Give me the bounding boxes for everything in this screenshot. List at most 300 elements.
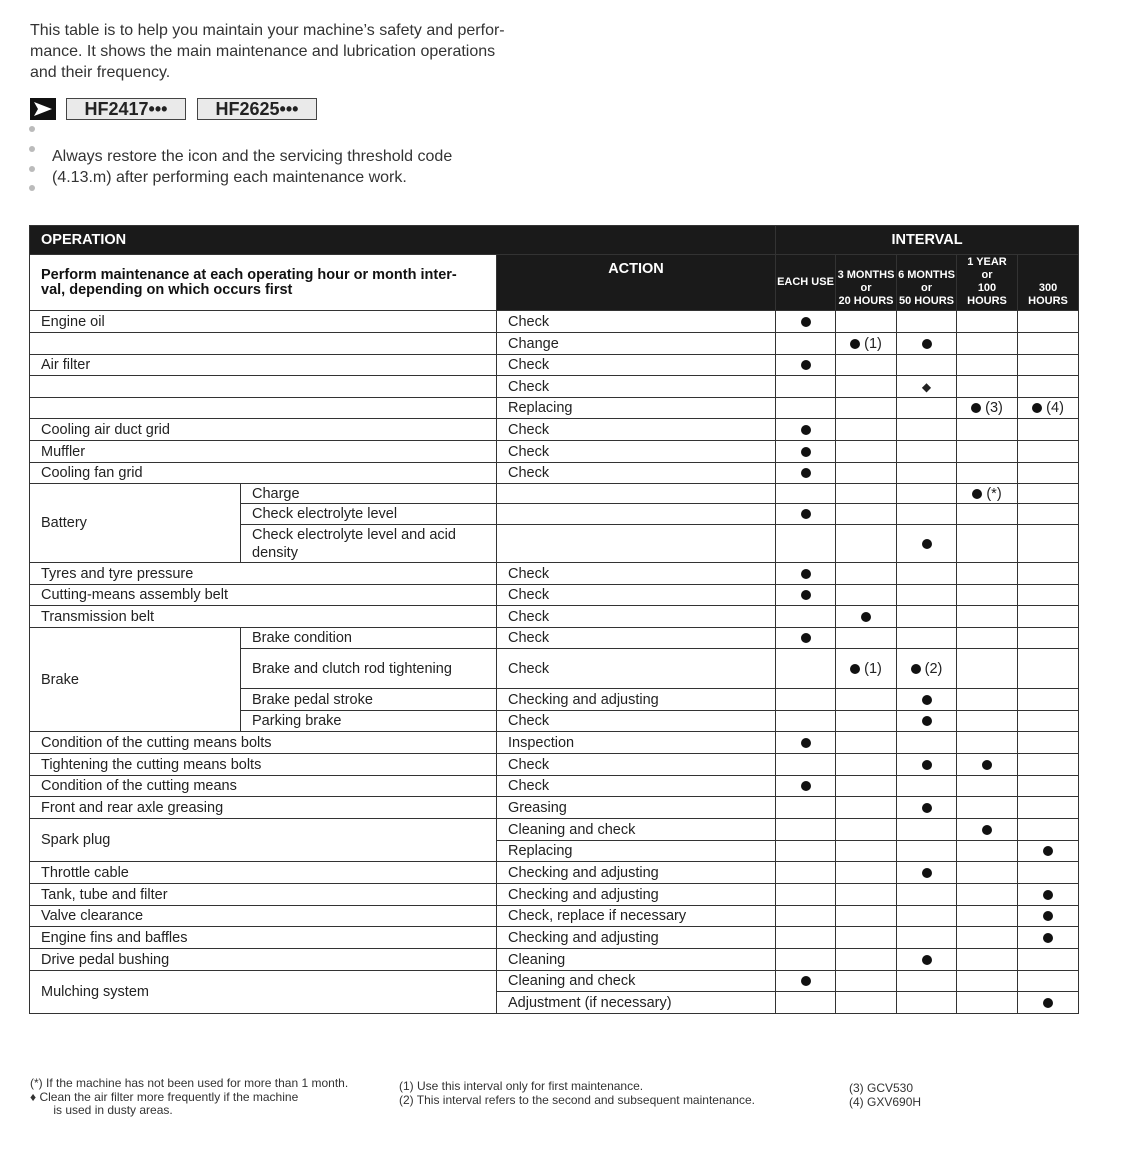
col-line: or (981, 269, 993, 281)
operation-label: Throttle cable (30, 862, 497, 884)
maintenance-rows (30, 311, 1079, 1014)
interval-cell (1018, 649, 1079, 689)
col-line: 100 (977, 282, 997, 294)
interval-cell (776, 884, 836, 906)
interval-cell (1018, 884, 1079, 906)
table-row (30, 971, 1079, 992)
footnote: (3) GCV530 (849, 1081, 914, 1095)
interval-cell (1018, 333, 1079, 355)
interval-cell (776, 776, 836, 797)
dot-icon (972, 489, 982, 499)
sub-line: density (252, 544, 298, 561)
interval-cell (897, 689, 957, 711)
interval-cell (776, 819, 836, 841)
operation-label: Condition of the cutting means (30, 776, 497, 797)
footnotes-left (30, 1077, 348, 1118)
interval-cell (776, 311, 836, 333)
dot-icon (922, 760, 932, 770)
interval-cell (776, 862, 836, 884)
dot-icon (922, 539, 932, 549)
arrow-icon (30, 98, 56, 120)
dot-icon (801, 317, 811, 327)
dot-icon (1043, 846, 1053, 856)
table-row (30, 441, 1079, 463)
operation-label: Muffler (30, 441, 497, 463)
sub-operation: Brake pedal stroke (241, 689, 497, 711)
interval-cell (897, 819, 957, 841)
interval-col-header (836, 255, 897, 311)
interval-cell (897, 398, 957, 419)
footnotes-right (849, 1082, 921, 1109)
table-row (30, 585, 1079, 606)
note-line: Always restore the icon and the servicing threshold code (52, 148, 453, 165)
col-line: 1 YEAR (967, 256, 1007, 268)
interval-col-header (897, 255, 957, 311)
interval-cell (836, 754, 897, 776)
interval-cell (776, 585, 836, 606)
interval-cell (776, 711, 836, 732)
dot-icon (801, 447, 811, 457)
dot-icon (922, 716, 932, 726)
operation-label: Cooling air duct grid (30, 419, 497, 441)
interval-cell (1018, 711, 1079, 732)
footnote: is used in dusty areas. (30, 1103, 173, 1117)
interval-cell (776, 992, 836, 1014)
table-row (30, 819, 1079, 841)
col-line: or (860, 282, 872, 294)
action-cell: Cleaning and check (497, 819, 776, 841)
interval-cell (836, 711, 897, 732)
interval-cell (957, 906, 1018, 927)
col-line: HOURS (1028, 295, 1068, 307)
interval-cell (897, 484, 957, 504)
note-line: (4.13.m) after performing each maintenance work. (52, 169, 407, 186)
interval-cell (957, 333, 1018, 355)
interval-cell (897, 797, 957, 819)
action-cell: Checking and adjusting (497, 862, 776, 884)
table-row (30, 376, 1079, 398)
interval-cell (957, 819, 1018, 841)
col-line: EACH USE (777, 276, 834, 288)
interval-cell (897, 841, 957, 862)
dot-icon (922, 955, 932, 965)
subtitle-line: Perform maintenance at each operating hour or month inter- (41, 266, 457, 283)
interval-note: (2) (920, 660, 943, 677)
interval-cell (1018, 484, 1079, 504)
dot-icon (801, 360, 811, 370)
operation-label: Transmission belt (30, 606, 497, 628)
footnote: (1) Use this interval only for first maintenance. (399, 1079, 644, 1093)
interval-cell (776, 732, 836, 754)
table-row (30, 884, 1079, 906)
interval-cell (1018, 689, 1079, 711)
interval-cell (897, 419, 957, 441)
interval-cell (1018, 628, 1079, 649)
table-row (30, 484, 1079, 504)
interval-note: (1) (860, 660, 882, 677)
interval-cell (897, 585, 957, 606)
sub-operation: Brake and clutch rod tightening (241, 649, 497, 689)
interval-cell (776, 649, 836, 689)
dot-icon (801, 509, 811, 519)
interval-cell (836, 906, 897, 927)
action-cell: Check (497, 563, 776, 585)
operation-label: Engine oil (30, 311, 497, 333)
dot-icon (1032, 403, 1042, 413)
action-cell: Adjustment (if necessary) (497, 992, 776, 1014)
interval-cell (897, 732, 957, 754)
action-cell (497, 484, 776, 504)
interval-cell (957, 585, 1018, 606)
action-cell: Check (497, 628, 776, 649)
col-line: 3 MONTHS (837, 269, 895, 281)
bullet-icon (29, 166, 35, 172)
intro-line: This table is to help you maintain your machine’s safety and perfor- (30, 22, 505, 39)
col-line: 20 HOURS (838, 295, 894, 307)
interval-cell (957, 504, 1018, 525)
operation-label: Tank, tube and filter (30, 884, 497, 906)
dot-icon (1043, 890, 1053, 900)
action-cell: Check (497, 311, 776, 333)
interval-cell (1018, 927, 1079, 949)
interval-cell (1018, 376, 1079, 398)
interval-cell (897, 463, 957, 484)
interval-cell (1018, 398, 1079, 419)
action-cell: Check, replace if necessary (497, 906, 776, 927)
interval-cell (957, 754, 1018, 776)
operation-label: Valve clearance (30, 906, 497, 927)
interval-cell (957, 563, 1018, 585)
interval-cell (836, 311, 897, 333)
operation-label: Condition of the cutting means bolts (30, 732, 497, 754)
interval-cell (897, 711, 957, 732)
col-line: 50 HOURS (898, 295, 955, 307)
interval-cell (776, 606, 836, 628)
interval-cell (836, 628, 897, 649)
sub-operation: Parking brake (241, 711, 497, 732)
interval-cell (1018, 563, 1079, 585)
col-line: 300 (1038, 282, 1058, 294)
dot-icon (922, 803, 932, 813)
interval-cell (897, 525, 957, 563)
interval-col-header (1018, 255, 1079, 311)
action-cell: Replacing (497, 398, 776, 419)
operation-label: Drive pedal bushing (30, 949, 497, 971)
interval-cell (836, 525, 897, 563)
action-header: ACTION (497, 255, 776, 311)
table-row (30, 628, 1079, 649)
interval-cell (836, 376, 897, 398)
dot-icon (922, 695, 932, 705)
interval-cell (897, 311, 957, 333)
interval-cell (897, 949, 957, 971)
interval-cell (776, 484, 836, 504)
interval-cell (776, 463, 836, 484)
interval-cell (897, 754, 957, 776)
interval-col-header (776, 255, 836, 311)
interval-cell (836, 841, 897, 862)
maintenance-note (52, 146, 452, 188)
action-cell: Checking and adjusting (497, 689, 776, 711)
interval-cell (957, 711, 1018, 732)
action-cell: Check (497, 606, 776, 628)
dot-icon (1043, 911, 1053, 921)
interval-cell (836, 862, 897, 884)
action-cell (497, 525, 776, 563)
interval-cell (836, 884, 897, 906)
interval-cell (897, 355, 957, 376)
interval-cell (1018, 606, 1079, 628)
table-row (30, 419, 1079, 441)
dot-icon (801, 976, 811, 986)
interval-cell (957, 992, 1018, 1014)
interval-cell (776, 563, 836, 585)
interval-cell (836, 689, 897, 711)
interval-cell (836, 992, 897, 1014)
interval-cell (957, 732, 1018, 754)
operation-label: Tyres and tyre pressure (30, 563, 497, 585)
operation-label: Cooling fan grid (30, 463, 497, 484)
interval-cell (897, 927, 957, 949)
operation-label (30, 376, 497, 398)
interval-cell (1018, 732, 1079, 754)
dot-icon (1043, 998, 1053, 1008)
action-cell: Check (497, 754, 776, 776)
interval-cell (836, 441, 897, 463)
table-row (30, 463, 1079, 484)
interval-header: INTERVAL (776, 226, 1079, 255)
interval-note: (4) (1042, 400, 1064, 416)
sub-operation: Brake condition (241, 628, 497, 649)
interval-cell (836, 732, 897, 754)
intro-line: and their frequency. (30, 64, 171, 81)
operation-label: Mulching system (30, 971, 497, 1014)
action-cell: Check (497, 649, 776, 689)
table-row (30, 862, 1079, 884)
interval-cell (957, 463, 1018, 484)
action-cell: Check (497, 355, 776, 376)
interval-cell (776, 906, 836, 927)
interval-cell (957, 949, 1018, 971)
dot-icon (801, 425, 811, 435)
interval-cell (836, 419, 897, 441)
sub-operation (241, 525, 497, 563)
interval-cell (836, 585, 897, 606)
dot-icon (801, 781, 811, 791)
interval-cell (897, 628, 957, 649)
action-cell: Checking and adjusting (497, 884, 776, 906)
interval-cell (836, 776, 897, 797)
interval-cell (957, 419, 1018, 441)
interval-cell (776, 841, 836, 862)
intro-text (30, 20, 550, 83)
footnote: ♦ Clean the air filter more frequently if the machine (30, 1089, 299, 1104)
action-cell: Check (497, 441, 776, 463)
col-line: or (921, 282, 932, 294)
dot-icon (1043, 933, 1053, 943)
action-cell: Change (497, 333, 776, 355)
action-cell: Greasing (497, 797, 776, 819)
interval-cell (776, 797, 836, 819)
interval-cell (836, 504, 897, 525)
dot-icon (911, 664, 921, 674)
table-row (30, 949, 1079, 971)
interval-cell (776, 628, 836, 649)
interval-cell (957, 311, 1018, 333)
interval-cell (897, 649, 957, 689)
interval-cell (836, 484, 897, 504)
table-row (30, 797, 1079, 819)
interval-cell (776, 376, 836, 398)
dot-icon (801, 590, 811, 600)
interval-cell (1018, 819, 1079, 841)
interval-cell (897, 376, 957, 398)
interval-cell (836, 971, 897, 992)
interval-cell (836, 398, 897, 419)
interval-cell (836, 927, 897, 949)
intro-line: mance. It shows the main maintenance and lubrication operations (30, 43, 496, 60)
action-cell: Check (497, 463, 776, 484)
diamond-icon: ◆ (921, 379, 932, 394)
dot-icon (982, 825, 992, 835)
table-row (30, 754, 1079, 776)
interval-cell (1018, 971, 1079, 992)
interval-cell (836, 797, 897, 819)
action-cell: Check (497, 776, 776, 797)
interval-cell (1018, 311, 1079, 333)
bullet-icon (29, 126, 35, 132)
sub-line: Check electrolyte level and acid (252, 526, 456, 543)
footnote: (4) GXV690H (849, 1094, 922, 1109)
dot-icon (971, 403, 981, 413)
dot-icon (922, 868, 932, 878)
interval-cell (957, 841, 1018, 862)
interval-cell (957, 927, 1018, 949)
interval-cell (776, 504, 836, 525)
interval-cell (957, 606, 1018, 628)
table-row (30, 333, 1079, 355)
interval-cell (836, 463, 897, 484)
interval-cell (897, 441, 957, 463)
interval-cell (1018, 585, 1079, 606)
interval-note: (1) (860, 335, 882, 352)
action-cell: Cleaning (497, 949, 776, 971)
operation-label: Spark plug (30, 819, 497, 862)
interval-cell (1018, 797, 1079, 819)
interval-cell (957, 884, 1018, 906)
interval-cell (957, 398, 1018, 419)
interval-cell (957, 797, 1018, 819)
action-cell (497, 504, 776, 525)
interval-cell (776, 441, 836, 463)
interval-cell (897, 504, 957, 525)
action-cell: Check (497, 376, 776, 398)
interval-cell (957, 689, 1018, 711)
interval-cell (1018, 906, 1079, 927)
operation-label (30, 333, 497, 355)
table-row (30, 732, 1079, 754)
interval-cell (1018, 776, 1079, 797)
subtitle-line: val, depending on which occurs first (41, 281, 293, 298)
interval-cell (957, 484, 1018, 504)
interval-cell (776, 949, 836, 971)
interval-cell (1018, 754, 1079, 776)
table-row (30, 776, 1079, 797)
interval-cell (957, 376, 1018, 398)
action-cell: Replacing (497, 841, 776, 862)
action-cell: Check (497, 585, 776, 606)
interval-col-header (957, 255, 1018, 311)
interval-cell (1018, 525, 1079, 563)
interval-cell (897, 862, 957, 884)
dot-icon (850, 664, 860, 674)
interval-cell (897, 606, 957, 628)
interval-cell (957, 441, 1018, 463)
group-label: Brake (30, 628, 241, 732)
operation-label: Front and rear axle greasing (30, 797, 497, 819)
operation-label: Tightening the cutting means bolts (30, 754, 497, 776)
interval-cell (776, 525, 836, 563)
interval-cell (836, 606, 897, 628)
interval-cell (836, 819, 897, 841)
action-cell: Cleaning and check (497, 971, 776, 992)
interval-cell (776, 754, 836, 776)
interval-cell (957, 525, 1018, 563)
interval-cell (1018, 419, 1079, 441)
interval-cell (957, 971, 1018, 992)
operation-label: Air filter (30, 355, 497, 376)
footnote: (*) If the machine has not been used for more than 1 month. (30, 1076, 349, 1090)
interval-cell (836, 333, 897, 355)
interval-cell (836, 949, 897, 971)
model-badge: HF2417••• (66, 98, 186, 120)
table-row (30, 398, 1079, 419)
interval-cell (897, 333, 957, 355)
interval-cell (776, 927, 836, 949)
col-line: HOURS (967, 295, 1007, 307)
bullet-icon (29, 146, 35, 152)
operation-label (30, 398, 497, 419)
interval-cell (1018, 862, 1079, 884)
interval-cell (1018, 992, 1079, 1014)
interval-cell (1018, 949, 1079, 971)
interval-cell (897, 906, 957, 927)
table-row (30, 906, 1079, 927)
interval-cell (1018, 441, 1079, 463)
footnotes-middle (399, 1080, 755, 1107)
action-cell: Check (497, 711, 776, 732)
interval-cell (836, 649, 897, 689)
action-cell: Checking and adjusting (497, 927, 776, 949)
interval-cell (776, 333, 836, 355)
dot-icon (922, 339, 932, 349)
interval-cell (897, 884, 957, 906)
interval-cell (897, 776, 957, 797)
interval-cell (957, 628, 1018, 649)
table-row (30, 606, 1079, 628)
table-row (30, 311, 1079, 333)
action-cell: Check (497, 419, 776, 441)
table-row (30, 563, 1079, 585)
dot-icon (801, 738, 811, 748)
interval-cell (776, 689, 836, 711)
interval-note: (*) (982, 485, 1002, 502)
bullet-icon (29, 185, 35, 191)
interval-cell (897, 992, 957, 1014)
interval-cell (776, 355, 836, 376)
interval-cell (776, 971, 836, 992)
dot-icon (982, 760, 992, 770)
